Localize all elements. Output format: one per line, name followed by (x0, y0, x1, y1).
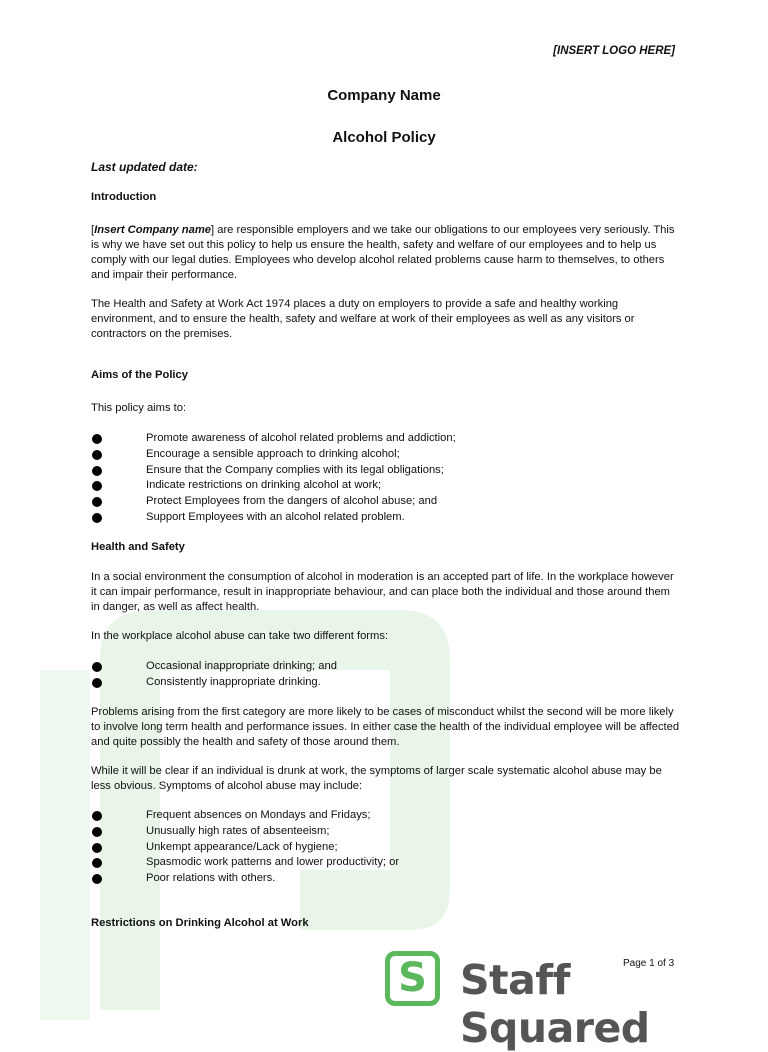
list-item: Promote awareness of alcohol related problems and addiction; (91, 431, 681, 447)
abuse-forms-list (91, 659, 681, 691)
company-name-placeholder: Insert Company name (94, 224, 211, 236)
list-item: Protect Employees from the dangers of alcohol abuse; and (91, 494, 681, 510)
health-safety-paragraph-3: Problems arising from the first category are more likely to be cases of misconduct whilst the second will be more likely to involve long term health and performance issues. In either case the health of the individual employee will be affected and quite possibly the health and safety of those around them. (91, 706, 680, 748)
list-item: Support Employees with an alcohol related problem. (91, 510, 681, 526)
bullet-icon (92, 843, 102, 853)
health-safety-paragraph-4: While it will be clear if an individual is drunk at work, the symptoms of larger scale systematic alcohol abuse may be less obvious. Symptoms of alcohol abuse may include: (91, 765, 662, 792)
list-item: Unusually high rates of absenteeism; (91, 824, 681, 840)
list-item: Spasmodic work patterns and lower productivity; or (91, 855, 681, 871)
health-safety-paragraph-1: In a social environment the consumption of alcohol in moderation is an accepted part of life. In the workplace however it can impair performance, result in inappropriate behaviour, and can place both the individual and those around them in danger, as well as affect health. (91, 571, 674, 613)
bullet-icon (92, 481, 102, 491)
bullet-icon (92, 811, 102, 821)
bullet-icon (92, 513, 102, 523)
symptoms-list (91, 808, 681, 887)
list-item: Indicate restrictions on drinking alcohol at work; (91, 478, 681, 494)
last-updated-label: Last updated date: (91, 160, 198, 174)
logo-placeholder: [INSERT LOGO HERE] (553, 45, 675, 57)
bullet-icon (92, 497, 102, 507)
bullet-icon (92, 662, 102, 672)
bullet-icon (92, 874, 102, 884)
list-item: Ensure that the Company complies with its legal obligations; (91, 463, 681, 479)
list-item: Poor relations with others. (91, 871, 681, 887)
company-name: Company Name (327, 87, 441, 104)
bracket-open: [ (91, 224, 95, 236)
intro-text: ] are responsible employers and we take our obligations to our employees very seriously. This is why we have set out this policy to help us ensure the health, safety and welfare of our employees and to help us comply with our legal duties. Employees who develop alcohol related problems cause harm to themselves, to others and impair their performance. (91, 224, 675, 281)
aims-intro: This policy aims to: (91, 402, 187, 414)
brand-name: Staff Squared (460, 956, 650, 1052)
staff-squared-logo-icon: S (385, 951, 440, 1006)
list-item: Frequent absences on Mondays and Fridays; (91, 808, 681, 824)
list-item: Encourage a sensible approach to drinking alcohol; (91, 447, 681, 463)
bullet-icon (92, 827, 102, 837)
list-item: Consistently inappropriate drinking. (91, 675, 681, 691)
list-item: Occasional inappropriate drinking; and (91, 659, 681, 675)
bullet-icon (92, 678, 102, 688)
health-safety-paragraph-2: In the workplace alcohol abuse can take two different forms: (91, 630, 389, 642)
introduction-heading: Introduction (91, 191, 157, 203)
health-safety-heading: Health and Safety (91, 541, 185, 553)
bullet-icon (92, 466, 102, 476)
staff-squared-logo (384, 950, 764, 1052)
bullet-icon (92, 434, 102, 444)
list-item: Unkempt appearance/Lack of hygiene; (91, 840, 681, 856)
page-number: Page 1 of 3 (623, 958, 675, 969)
introduction-paragraph-1 (91, 223, 681, 283)
bullet-icon (92, 450, 102, 460)
bullet-icon (92, 858, 102, 868)
policy-title: Alcohol Policy (332, 129, 436, 146)
introduction-paragraph-2: The Health and Safety at Work Act 1974 places a duty on employers to provide a safe and healthy working environment, and to ensure the health, safety and welfare at work of their employees as well as any visitors or contractors on the premises. (91, 298, 635, 340)
restrictions-heading: Restrictions on Drinking Alcohol at Work (91, 917, 309, 929)
aims-list (91, 431, 681, 526)
aims-heading: Aims of the Policy (91, 369, 188, 381)
